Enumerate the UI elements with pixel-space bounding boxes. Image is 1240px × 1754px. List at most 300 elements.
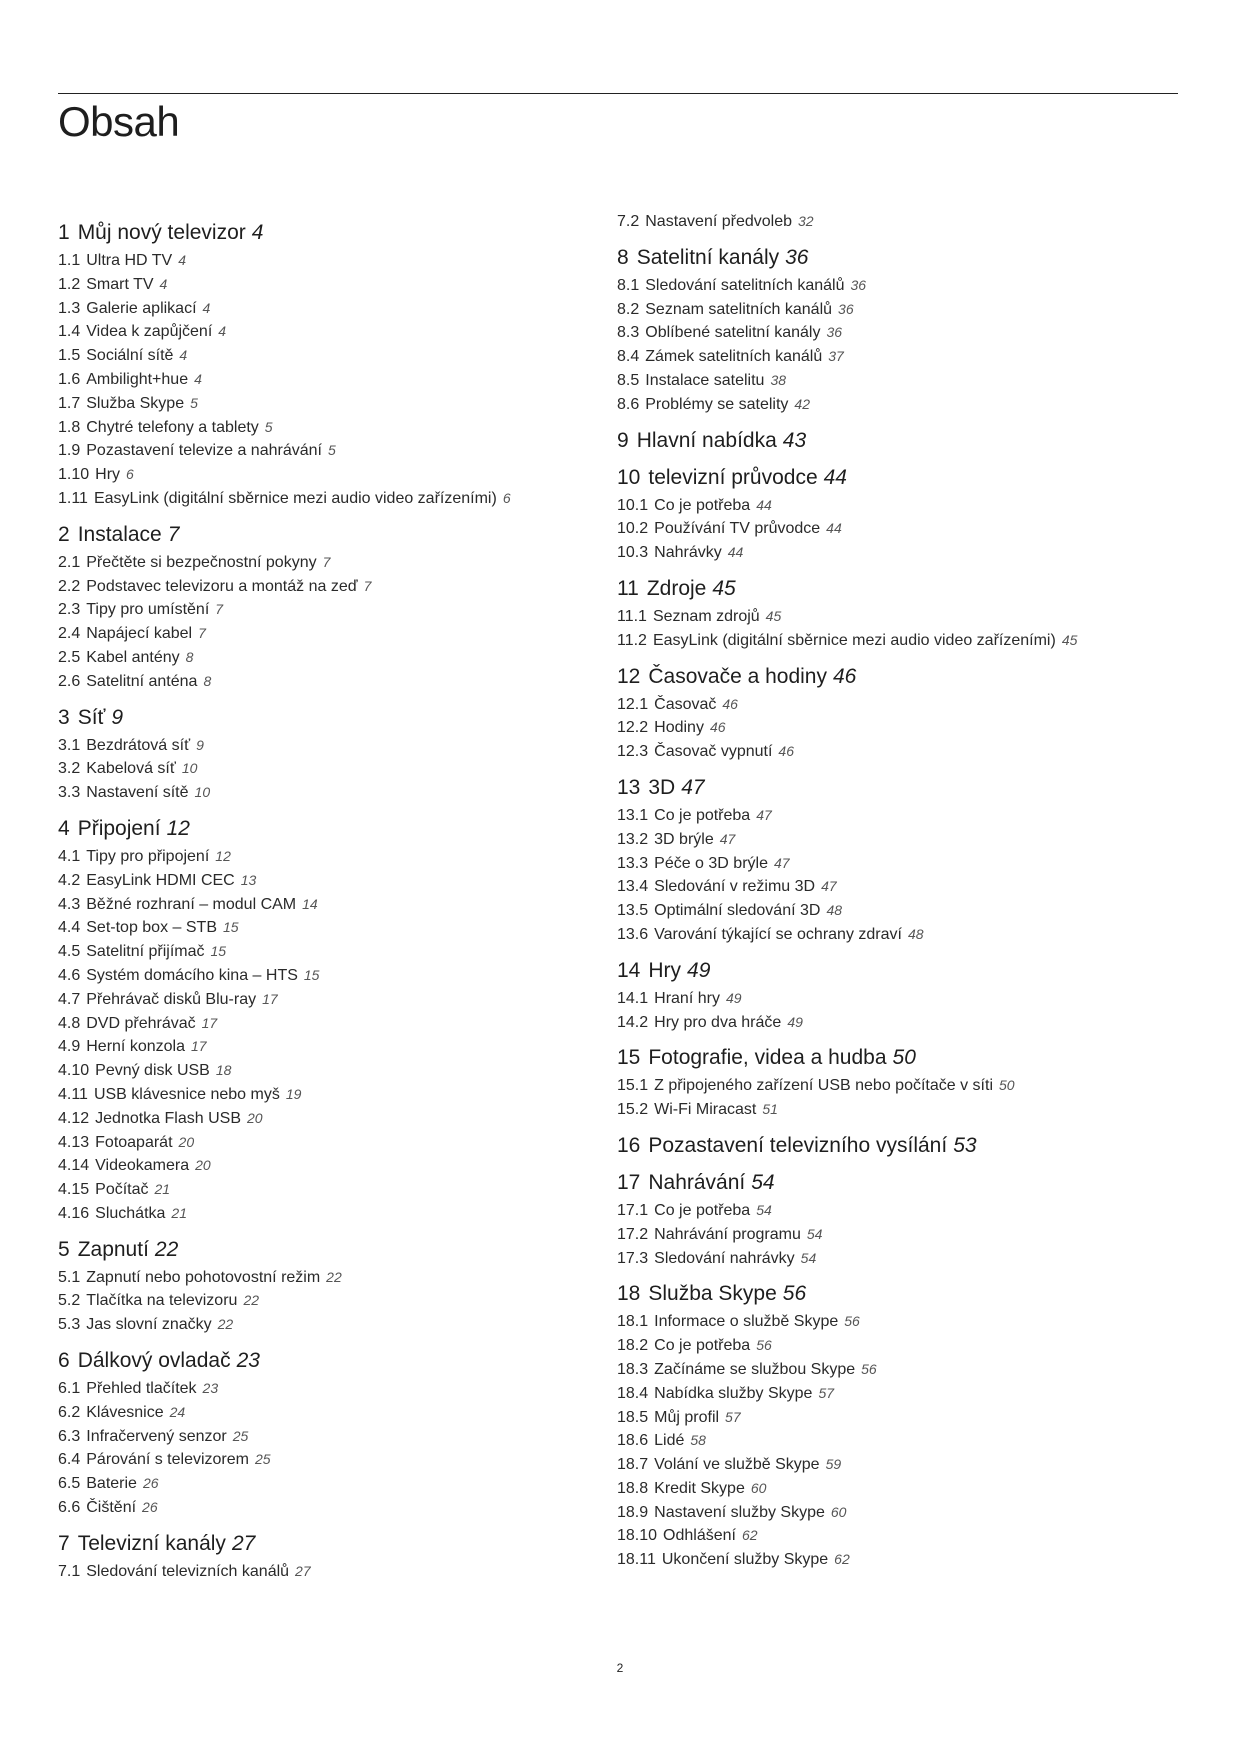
toc-entry[interactable] bbox=[58, 551, 618, 575]
toc-entry[interactable] bbox=[617, 987, 1177, 1011]
entry-number: 18.5 bbox=[617, 1408, 649, 1426]
entry-page: 8 bbox=[203, 672, 212, 689]
toc-entry[interactable] bbox=[617, 517, 1177, 541]
chapter-page: 43 bbox=[782, 428, 807, 452]
entry-number: 1.4 bbox=[58, 323, 81, 341]
page-title: Obsah bbox=[58, 98, 180, 145]
entry-title: Kabel antény bbox=[86, 648, 180, 666]
entry-number: 18.3 bbox=[617, 1360, 649, 1378]
toc-entry[interactable] bbox=[617, 804, 1177, 828]
entry-page: 57 bbox=[818, 1384, 835, 1401]
entry-title: Baterie bbox=[86, 1475, 137, 1493]
entry-title: EasyLink (digitální sběrnice mezi audio video zařízeními) bbox=[93, 489, 497, 507]
entry-number: 2.6 bbox=[58, 672, 81, 690]
entry-number: 12.1 bbox=[617, 695, 649, 713]
entry-title: Varování týkající se ochrany zdraví bbox=[654, 925, 902, 943]
entry-page: 12 bbox=[215, 847, 231, 864]
chapter-title: 3D bbox=[648, 775, 676, 799]
toc-chapter[interactable] bbox=[617, 245, 1177, 271]
entry-page: 17 bbox=[190, 1038, 207, 1055]
entry-number: 17.1 bbox=[617, 1201, 649, 1219]
toc-entry[interactable] bbox=[617, 1358, 1177, 1382]
toc-entry[interactable] bbox=[617, 369, 1177, 393]
entry-page: 18 bbox=[215, 1062, 232, 1079]
entry-title: USB klávesnice nebo myš bbox=[93, 1085, 280, 1103]
chapter-page: 7 bbox=[167, 522, 180, 546]
entry-title: Přehled tlačítek bbox=[86, 1380, 197, 1398]
entry-number: 1.7 bbox=[58, 394, 81, 412]
toc-entry[interactable] bbox=[58, 344, 618, 368]
entry-number: 4.5 bbox=[58, 943, 81, 961]
toc-entry[interactable] bbox=[617, 274, 1177, 298]
entry-number: 4.14 bbox=[58, 1157, 90, 1175]
toc-entry[interactable] bbox=[617, 1429, 1177, 1453]
entry-page: 19 bbox=[285, 1085, 302, 1102]
toc-entry[interactable] bbox=[58, 781, 618, 805]
entry-number: 1.2 bbox=[58, 275, 81, 293]
entry-page: 25 bbox=[254, 1451, 271, 1468]
entry-number: 5.2 bbox=[58, 1292, 81, 1310]
toc-chapter[interactable] bbox=[617, 1045, 1177, 1071]
entry-title: Časovač vypnutí bbox=[654, 743, 773, 761]
toc-entry[interactable] bbox=[58, 1560, 618, 1584]
entry-number: 4.13 bbox=[58, 1133, 90, 1151]
toc-entry[interactable] bbox=[617, 1310, 1177, 1334]
entry-page: 45 bbox=[1061, 631, 1078, 648]
toc-entry[interactable] bbox=[617, 605, 1177, 629]
chapter-page: 9 bbox=[111, 705, 124, 729]
entry-title: Počítač bbox=[95, 1181, 149, 1199]
toc-entry[interactable] bbox=[617, 298, 1177, 322]
entry-title: Napájecí kabel bbox=[86, 625, 193, 643]
toc-entry[interactable] bbox=[617, 1334, 1177, 1358]
entry-page: 17 bbox=[262, 990, 278, 1007]
toc-entry[interactable] bbox=[58, 1472, 618, 1496]
entry-number: 12.3 bbox=[617, 743, 649, 761]
entry-page: 6 bbox=[502, 489, 511, 506]
toc-entry[interactable] bbox=[617, 1548, 1177, 1572]
entry-number: 4.4 bbox=[58, 919, 81, 937]
entry-page: 44 bbox=[727, 544, 744, 561]
entry-title: Hry bbox=[95, 466, 121, 484]
entry-number: 6.3 bbox=[58, 1427, 81, 1445]
toc-entry[interactable] bbox=[617, 852, 1177, 876]
entry-page: 47 bbox=[756, 806, 772, 823]
entry-title: Bezdrátová síť bbox=[86, 736, 191, 754]
toc-chapter[interactable] bbox=[58, 1531, 618, 1557]
toc-entry[interactable] bbox=[58, 1289, 618, 1313]
toc-right-column bbox=[617, 210, 1177, 1572]
entry-page: 54 bbox=[800, 1249, 817, 1266]
entry-title: Můj profil bbox=[654, 1408, 720, 1426]
entry-page: 5 bbox=[327, 442, 336, 459]
toc-chapter[interactable] bbox=[617, 428, 1177, 454]
toc-entry[interactable] bbox=[617, 693, 1177, 717]
toc-entry[interactable] bbox=[58, 670, 618, 694]
toc-entry[interactable] bbox=[617, 1382, 1177, 1406]
entry-number: 6.2 bbox=[58, 1403, 81, 1421]
entry-number: 13.1 bbox=[617, 806, 649, 824]
entry-page: 21 bbox=[171, 1204, 187, 1221]
entry-number: 13.5 bbox=[617, 902, 649, 920]
entry-number: 13.6 bbox=[617, 925, 649, 943]
entry-page: 38 bbox=[770, 371, 787, 388]
toc-entry[interactable] bbox=[58, 1131, 618, 1155]
toc-entry[interactable] bbox=[58, 487, 618, 511]
entry-title: Začínáme se službou Skype bbox=[654, 1360, 856, 1378]
toc-entry[interactable] bbox=[58, 1266, 618, 1290]
toc-entry[interactable] bbox=[617, 1453, 1177, 1477]
entry-number: 2.4 bbox=[58, 625, 81, 643]
chapter-title: Zapnutí bbox=[77, 1237, 149, 1261]
chapter-number: 16 bbox=[617, 1133, 641, 1157]
entry-page: 45 bbox=[765, 607, 782, 624]
entry-page: 4 bbox=[218, 323, 227, 340]
entry-title: Fotoaparát bbox=[95, 1133, 173, 1151]
entry-page: 10 bbox=[181, 760, 198, 777]
entry-number: 6.1 bbox=[58, 1380, 81, 1398]
entry-number: 4.15 bbox=[58, 1181, 90, 1199]
entry-number: 6.4 bbox=[58, 1451, 81, 1469]
entry-title: Ukončení služby Skype bbox=[661, 1551, 829, 1569]
entry-page: 26 bbox=[142, 1475, 159, 1492]
entry-page: 22 bbox=[326, 1268, 342, 1285]
entry-page: 48 bbox=[826, 902, 843, 919]
toc-entry[interactable] bbox=[617, 828, 1177, 852]
entry-title: EasyLink HDMI CEC bbox=[86, 871, 235, 889]
toc-entry[interactable] bbox=[58, 893, 618, 917]
entry-title: Co je potřeba bbox=[654, 496, 751, 514]
entry-title: Co je potřeba bbox=[654, 1337, 751, 1355]
toc-entry[interactable] bbox=[58, 940, 618, 964]
toc-entry[interactable] bbox=[58, 757, 618, 781]
entry-number: 4.1 bbox=[58, 847, 81, 865]
entry-title: Smart TV bbox=[86, 275, 154, 293]
toc-entry[interactable] bbox=[58, 1154, 618, 1178]
chapter-number: 17 bbox=[617, 1170, 641, 1194]
entry-number: 1.9 bbox=[58, 442, 81, 460]
entry-title: Nastavení předvoleb bbox=[645, 213, 793, 230]
entry-number: 4.3 bbox=[58, 895, 81, 913]
entry-title: Čištění bbox=[86, 1499, 137, 1517]
chapter-title: Síť bbox=[77, 705, 106, 729]
entry-number: 4.10 bbox=[58, 1062, 90, 1080]
entry-number: 15.2 bbox=[617, 1101, 649, 1119]
toc-entry[interactable] bbox=[58, 1035, 618, 1059]
entry-number: 7.1 bbox=[58, 1562, 81, 1580]
entry-number: 18.4 bbox=[617, 1384, 649, 1402]
entry-title: Tipy pro umístění bbox=[86, 601, 210, 619]
toc-chapter[interactable] bbox=[617, 465, 1177, 491]
entry-title: Sledování satelitních kanálů bbox=[645, 276, 845, 294]
toc-entry[interactable] bbox=[617, 740, 1177, 764]
chapter-page: 12 bbox=[166, 816, 190, 840]
entry-title: Nahrávky bbox=[654, 544, 722, 562]
entry-number: 18.11 bbox=[617, 1551, 656, 1569]
chapter-number: 18 bbox=[617, 1282, 641, 1306]
toc-entry[interactable] bbox=[58, 1425, 618, 1449]
entry-page: 24 bbox=[169, 1403, 186, 1420]
entry-page: 26 bbox=[142, 1499, 158, 1516]
entry-page: 46 bbox=[722, 695, 738, 712]
toc-entry[interactable] bbox=[617, 1074, 1177, 1098]
toc-entry[interactable] bbox=[58, 463, 618, 487]
toc-entry[interactable] bbox=[617, 1247, 1177, 1271]
toc-entry[interactable] bbox=[58, 622, 618, 646]
toc-entry[interactable] bbox=[58, 1401, 618, 1425]
entry-page: 22 bbox=[217, 1316, 234, 1333]
toc-entry[interactable] bbox=[58, 1012, 618, 1036]
chapter-number: 8 bbox=[617, 245, 629, 269]
chapter-title: Nahrávání bbox=[648, 1170, 746, 1194]
entry-title: Jas slovní značky bbox=[86, 1316, 212, 1334]
toc-chapter[interactable] bbox=[617, 1133, 1177, 1159]
entry-title: Tipy pro připojení bbox=[86, 847, 210, 865]
chapter-page: 4 bbox=[251, 221, 264, 244]
entry-number: 10.2 bbox=[617, 520, 649, 538]
entry-page: 62 bbox=[834, 1551, 850, 1568]
entry-title: Wi-Fi Miracast bbox=[654, 1101, 757, 1119]
toc-entry[interactable] bbox=[58, 439, 618, 463]
toc-entry[interactable] bbox=[58, 964, 618, 988]
entry-title: Nabídka služby Skype bbox=[654, 1384, 813, 1402]
chapter-title: televizní průvodce bbox=[648, 465, 818, 489]
entry-title: Párování s televizorem bbox=[86, 1451, 249, 1469]
entry-page: 58 bbox=[690, 1432, 706, 1449]
entry-title: Systém domácího kina – HTS bbox=[86, 966, 298, 984]
entry-title: Infračervený senzor bbox=[86, 1427, 227, 1445]
toc-entry[interactable] bbox=[617, 716, 1177, 740]
page-number: 2 bbox=[616, 1661, 624, 1675]
chapter-number: 4 bbox=[58, 816, 70, 840]
toc-entry[interactable] bbox=[617, 923, 1177, 947]
toc-entry[interactable] bbox=[58, 1313, 618, 1337]
entry-page: 9 bbox=[196, 736, 204, 753]
entry-page: 5 bbox=[264, 418, 273, 435]
toc-entry[interactable] bbox=[617, 321, 1177, 345]
chapter-page: 45 bbox=[712, 576, 736, 600]
entry-number: 4.9 bbox=[58, 1038, 81, 1056]
toc-entry[interactable] bbox=[58, 1496, 618, 1520]
entry-page: 15 bbox=[210, 943, 227, 960]
toc-chapter[interactable] bbox=[58, 522, 618, 548]
entry-page: 49 bbox=[787, 1013, 803, 1030]
toc-chapter[interactable] bbox=[617, 775, 1177, 801]
toc-chapter[interactable] bbox=[617, 576, 1177, 602]
entry-number: 4.12 bbox=[58, 1109, 90, 1127]
entry-title: Nastavení služby Skype bbox=[654, 1503, 825, 1521]
entry-number: 17.3 bbox=[617, 1249, 649, 1267]
toc-entry[interactable] bbox=[58, 1083, 618, 1107]
entry-page: 27 bbox=[295, 1562, 311, 1579]
chapter-title: Dálkový ovladač bbox=[77, 1349, 231, 1373]
entry-number: 1.5 bbox=[58, 347, 81, 365]
toc-entry[interactable] bbox=[617, 899, 1177, 923]
entry-page: 51 bbox=[762, 1101, 778, 1118]
toc-entry[interactable] bbox=[617, 494, 1177, 518]
entry-number: 4.11 bbox=[58, 1085, 88, 1103]
entry-title: Seznam zdrojů bbox=[652, 607, 760, 625]
entry-title: Videa k zapůjčení bbox=[86, 323, 213, 341]
toc-entry[interactable] bbox=[58, 1178, 618, 1202]
chapter-title: Zdroje bbox=[646, 576, 707, 600]
entry-page: 47 bbox=[719, 830, 736, 847]
toc-entry[interactable] bbox=[617, 541, 1177, 565]
toc-entry[interactable] bbox=[617, 1501, 1177, 1525]
chapter-page: 44 bbox=[823, 465, 847, 489]
entry-number: 18.7 bbox=[617, 1456, 649, 1474]
toc-entry[interactable] bbox=[58, 1448, 618, 1472]
entry-title: Sledování nahrávky bbox=[654, 1249, 795, 1267]
toc-chapter[interactable] bbox=[58, 816, 618, 842]
chapter-number: 3 bbox=[58, 705, 70, 729]
toc-entry[interactable] bbox=[58, 320, 618, 344]
entry-title: Optimální sledování 3D bbox=[654, 902, 821, 920]
toc-entry[interactable] bbox=[617, 1199, 1177, 1223]
chapter-title: Můj nový televizor bbox=[77, 221, 246, 244]
chapter-page: 49 bbox=[687, 958, 711, 982]
entry-number: 2.5 bbox=[58, 648, 81, 666]
chapter-page: 50 bbox=[892, 1046, 916, 1070]
entry-title: Chytré telefony a tablety bbox=[86, 418, 259, 436]
entry-title: Podstavec televizoru a montáž na zeď bbox=[86, 577, 358, 595]
toc-chapter[interactable] bbox=[617, 1170, 1177, 1196]
entry-title: Běžné rozhraní – modul CAM bbox=[86, 895, 297, 913]
entry-title: Kabelová síť bbox=[86, 760, 176, 778]
toc-entry[interactable] bbox=[58, 598, 618, 622]
toc-entry[interactable] bbox=[58, 869, 618, 893]
toc-entry[interactable] bbox=[617, 875, 1177, 899]
toc-entry[interactable] bbox=[58, 1377, 618, 1401]
chapter-title: Fotografie, videa a hudba bbox=[648, 1046, 887, 1070]
entry-title: Nahrávání programu bbox=[654, 1225, 801, 1243]
entry-title: Sledování televizních kanálů bbox=[86, 1562, 290, 1580]
entry-page: 17 bbox=[201, 1014, 218, 1031]
toc-entry[interactable] bbox=[58, 368, 618, 392]
toc-entry[interactable] bbox=[617, 1098, 1177, 1122]
toc-entry[interactable] bbox=[58, 646, 618, 670]
entry-number: 2.2 bbox=[58, 577, 81, 595]
entry-page: 15 bbox=[222, 919, 239, 936]
entry-page: 4 bbox=[202, 299, 211, 316]
toc-entry[interactable] bbox=[617, 1011, 1177, 1035]
entry-page: 56 bbox=[844, 1313, 860, 1330]
entry-page: 47 bbox=[821, 878, 837, 895]
entry-title: Zapnutí nebo pohotovostní režim bbox=[86, 1268, 321, 1286]
toc-entry[interactable] bbox=[58, 273, 618, 297]
toc-entry[interactable] bbox=[58, 734, 618, 758]
entry-page: 62 bbox=[741, 1527, 758, 1544]
entry-number: 11.1 bbox=[617, 607, 647, 625]
toc-entry[interactable] bbox=[58, 297, 618, 321]
entry-title: Sledování v režimu 3D bbox=[654, 878, 816, 896]
chapter-title: Pozastavení televizního vysílání bbox=[648, 1133, 948, 1157]
chapter-page: 46 bbox=[832, 664, 857, 688]
entry-page: 59 bbox=[825, 1456, 842, 1473]
entry-number: 8.3 bbox=[617, 324, 640, 342]
entry-number: 1.11 bbox=[58, 489, 88, 507]
entry-title: Služba Skype bbox=[86, 394, 185, 412]
chapter-number: 12 bbox=[617, 664, 641, 688]
entry-number: 1.1 bbox=[58, 252, 81, 269]
toc-entry[interactable] bbox=[58, 392, 618, 416]
entry-number: 18.9 bbox=[617, 1503, 649, 1521]
entry-page: 60 bbox=[830, 1503, 847, 1520]
entry-number: 5.3 bbox=[58, 1316, 81, 1334]
entry-title: 3D brýle bbox=[654, 830, 714, 848]
toc-entry[interactable] bbox=[617, 629, 1177, 653]
entry-page: 32 bbox=[798, 213, 814, 229]
toc-entry[interactable] bbox=[58, 416, 618, 440]
toc-entry[interactable] bbox=[58, 1202, 618, 1226]
toc-chapter[interactable] bbox=[617, 664, 1177, 690]
entry-page: 4 bbox=[179, 347, 188, 364]
toc-chapter[interactable] bbox=[617, 1281, 1177, 1307]
toc-entry[interactable] bbox=[58, 575, 618, 599]
entry-page: 10 bbox=[194, 784, 211, 801]
toc-entry[interactable] bbox=[617, 1223, 1177, 1247]
entry-title: Používání TV průvodce bbox=[654, 520, 821, 538]
chapter-number: 1 bbox=[58, 221, 70, 244]
entry-page: 13 bbox=[240, 871, 257, 888]
toc-entry[interactable] bbox=[58, 1059, 618, 1083]
chapter-number: 13 bbox=[617, 775, 641, 799]
entry-number: 1.10 bbox=[58, 466, 90, 484]
entry-number: 7.2 bbox=[617, 213, 640, 230]
entry-page: 7 bbox=[322, 553, 331, 570]
toc-entry[interactable] bbox=[617, 1477, 1177, 1501]
toc-entry[interactable] bbox=[58, 845, 618, 869]
entry-number: 4.2 bbox=[58, 871, 81, 889]
entry-title: Instalace satelitu bbox=[645, 371, 765, 389]
entry-page: 50 bbox=[999, 1077, 1015, 1094]
toc-chapter[interactable] bbox=[58, 1348, 618, 1374]
toc-entry[interactable] bbox=[617, 393, 1177, 417]
toc-chapter[interactable] bbox=[58, 1237, 618, 1263]
chapter-number: 10 bbox=[617, 465, 641, 489]
entry-number: 5.1 bbox=[58, 1268, 81, 1286]
toc-chapter[interactable] bbox=[617, 958, 1177, 984]
entry-number: 8.5 bbox=[617, 371, 640, 389]
entry-title: Galerie aplikací bbox=[86, 299, 197, 317]
chapter-page: 53 bbox=[953, 1133, 977, 1157]
chapter-page: 56 bbox=[782, 1282, 807, 1306]
entry-number: 14.2 bbox=[617, 1013, 649, 1031]
toc-entry[interactable] bbox=[617, 1406, 1177, 1430]
toc-entry[interactable] bbox=[58, 988, 618, 1012]
entry-number: 4.6 bbox=[58, 966, 81, 984]
entry-page: 23 bbox=[202, 1380, 219, 1397]
toc-entry[interactable] bbox=[58, 916, 618, 940]
entry-title: Přečtěte si bezpečnostní pokyny bbox=[86, 553, 317, 571]
entry-title: Odhlášení bbox=[663, 1527, 736, 1545]
toc-entry[interactable] bbox=[617, 210, 1177, 234]
entry-number: 4.16 bbox=[58, 1204, 90, 1222]
toc-entry[interactable] bbox=[617, 345, 1177, 369]
entry-number: 2.1 bbox=[58, 553, 81, 571]
toc-entry[interactable] bbox=[58, 1107, 618, 1131]
toc-entry[interactable] bbox=[617, 1524, 1177, 1548]
entry-page: 8 bbox=[185, 648, 194, 665]
entry-title: Videokamera bbox=[95, 1157, 190, 1175]
toc-chapter[interactable] bbox=[58, 220, 618, 246]
chapter-page: 36 bbox=[785, 245, 809, 269]
toc-entry[interactable] bbox=[58, 249, 618, 273]
toc-left-column bbox=[58, 220, 618, 1584]
entry-title: EasyLink (digitální sběrnice mezi audio video zařízeními) bbox=[652, 631, 1056, 649]
toc-chapter[interactable] bbox=[58, 705, 618, 731]
chapter-number: 15 bbox=[617, 1046, 641, 1070]
